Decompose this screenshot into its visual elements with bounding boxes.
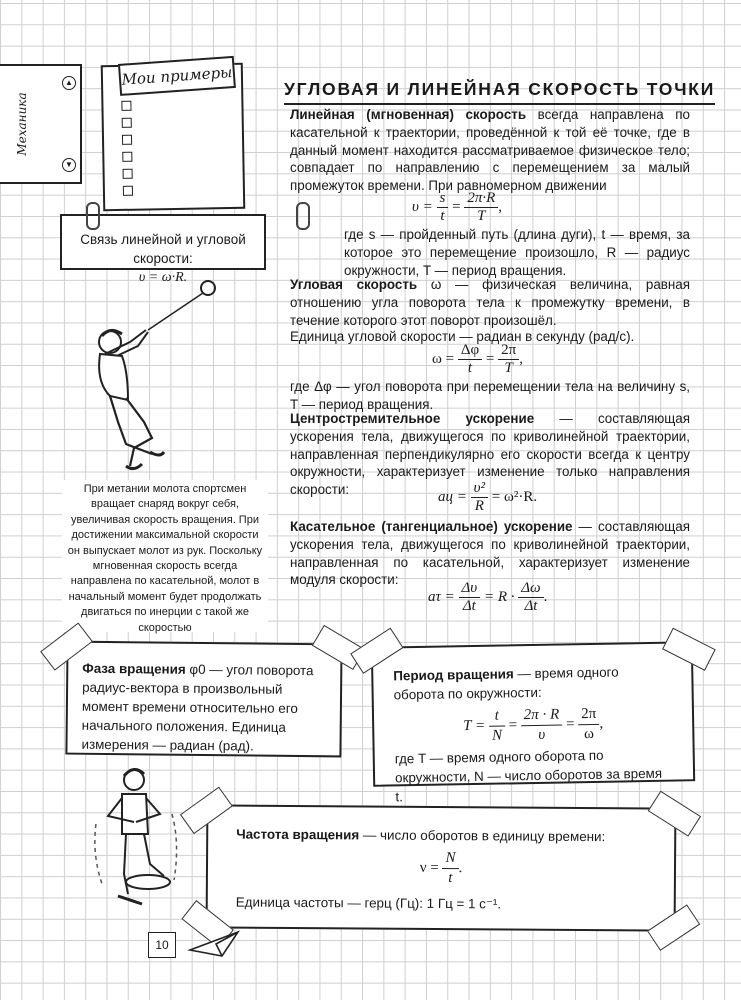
section-label: Механика (15, 92, 29, 156)
linear-formula: υ = $\frac{s}{t}$ = $\frac{2\pi\cdot R}{T}$ , (412, 190, 503, 224)
period-box (371, 641, 695, 805)
arrow-up-icon: ▲ (62, 76, 76, 90)
frequency-formula: ν = $\frac{N}{t}$ . (419, 850, 463, 887)
tape-icon (180, 787, 233, 834)
page-number: 10 (148, 932, 176, 958)
frequency-term: Частота вращения (236, 826, 360, 843)
linear-term: Линейная (мгновенная) скорость (290, 107, 527, 122)
section-tab (0, 64, 82, 184)
period-term: Период вращения (393, 666, 514, 684)
phase-box (65, 641, 342, 758)
centripetal-term: Центростремительное ускорение (290, 411, 535, 426)
tangential-term: Касательное (тангенциальное) ускорение (290, 519, 573, 534)
tangential-paragraph (290, 518, 690, 589)
examples-title: Мои примеры (118, 56, 236, 96)
period-text: — время одного оборота по окружности: (393, 664, 619, 703)
paperclip-icon (296, 202, 310, 230)
tangential-text: — составляющая ускорения тела, движущегося по криволинейной траектории, направленная по касательной, характеризует изменение модуля скорости: (290, 519, 690, 588)
hammer-thrower-illustration (70, 272, 260, 478)
period-formula: T = $\frac{t}{N}$ = $\frac{2\pi \cdot R}{\upsilon}$ = $\frac{2\pi}{\omega}$ , (463, 705, 604, 744)
tangential-formula: aτ = $\frac{\Delta\upsilon}{\Delta t}$ = R · $\frac{\Delta\omega}{\Delta t}$ . (428, 580, 548, 614)
tape-icon (647, 904, 700, 951)
linear-text: всегда направлена по касательной к траектории, проведённой к той её точке, где в данный момент находится рассматриваемое физическое тело; совпадает по направлению с перемещением за малый промежуток времени. При равномерном движении (290, 107, 690, 194)
angular-paragraph (290, 276, 690, 329)
checkbox[interactable] (122, 135, 132, 145)
checkbox[interactable] (123, 186, 133, 196)
angular-text: ω — физическая величина, равная отношению угла поворота тела к промежутку времени, в течение которого этот поворот произошёл. (290, 277, 690, 328)
frequency-box (206, 804, 677, 931)
angular-where: где Δφ — угол поворота при перемещении тела на величину s, T — период вращения. (290, 379, 690, 412)
centripetal-text: — составляющая ускорения тела, движущегося по криволинейной траектории, направленная перпендикулярно его скорости всегда к центру окружности, характеризует изменение только направления скорости: (290, 411, 690, 498)
paperclip-icon (86, 202, 100, 230)
examples-note (101, 63, 246, 211)
frequency-text: — число оборотов в единицу времени: (359, 827, 606, 845)
page-title: УГЛОВАЯ И ЛИНЕЙНАЯ СКОРОСТЬ ТОЧКИ (284, 79, 715, 105)
checkbox[interactable] (122, 152, 132, 162)
angular-formula: ω = $\frac{\Delta\varphi}{t}$ = $\frac{2\pi}{T}$ , (432, 342, 523, 376)
checkbox[interactable] (122, 118, 132, 128)
phase-text: φ0 — угол поворота радиус-вектора в произвольный момент времени относительно его начального положения. Единица измерения — радиан (рад). (81, 661, 314, 754)
checkbox[interactable] (123, 169, 133, 179)
tape-icon (648, 791, 701, 837)
relation-box (60, 214, 266, 285)
arrow-down-icon: ▼ (62, 158, 76, 172)
period-where: где T — время одного оборота по окружности, N — число оборотов за время t. (394, 747, 663, 805)
phase-term: Фаза вращения (82, 660, 186, 677)
angular-unit: Единица угловой скорости — радиан в секунду (рад/с). (290, 329, 635, 344)
frequency-unit: Единица частоты — герц (Гц): 1 Гц = 1 с⁻¹. (235, 894, 502, 912)
linear-paragraph (290, 106, 690, 195)
hammer-caption: При метании молота спортсмен вращает снаряд вокруг себя, увеличивая скорость вращения. При достижении максимальной скорости он выпускает молот из рук. Поскольку мгновенная скорость всегда направлена по касательной, молот в начальный момент будет продолжать двигаться по инерции с такой же скоростью (62, 480, 268, 632)
centripetal-formula: aц = $\frac{\text{υ²}}{R}$ = ω²·R. (438, 480, 538, 514)
linear-where: где s — пройденный путь (длина дуги), t — время, за которое это перемещение произошло, R — радиус окружности, T — период вращения. (344, 227, 690, 278)
dancer-illustration (88, 764, 184, 920)
angular-term: Угловая скорость (290, 277, 418, 292)
relation-text: Связь линейной и угловой скорости: (80, 232, 246, 266)
paper-plane-icon (186, 922, 246, 962)
checkbox[interactable] (121, 101, 131, 111)
relation-formula: υ = ω·R. (138, 270, 188, 285)
